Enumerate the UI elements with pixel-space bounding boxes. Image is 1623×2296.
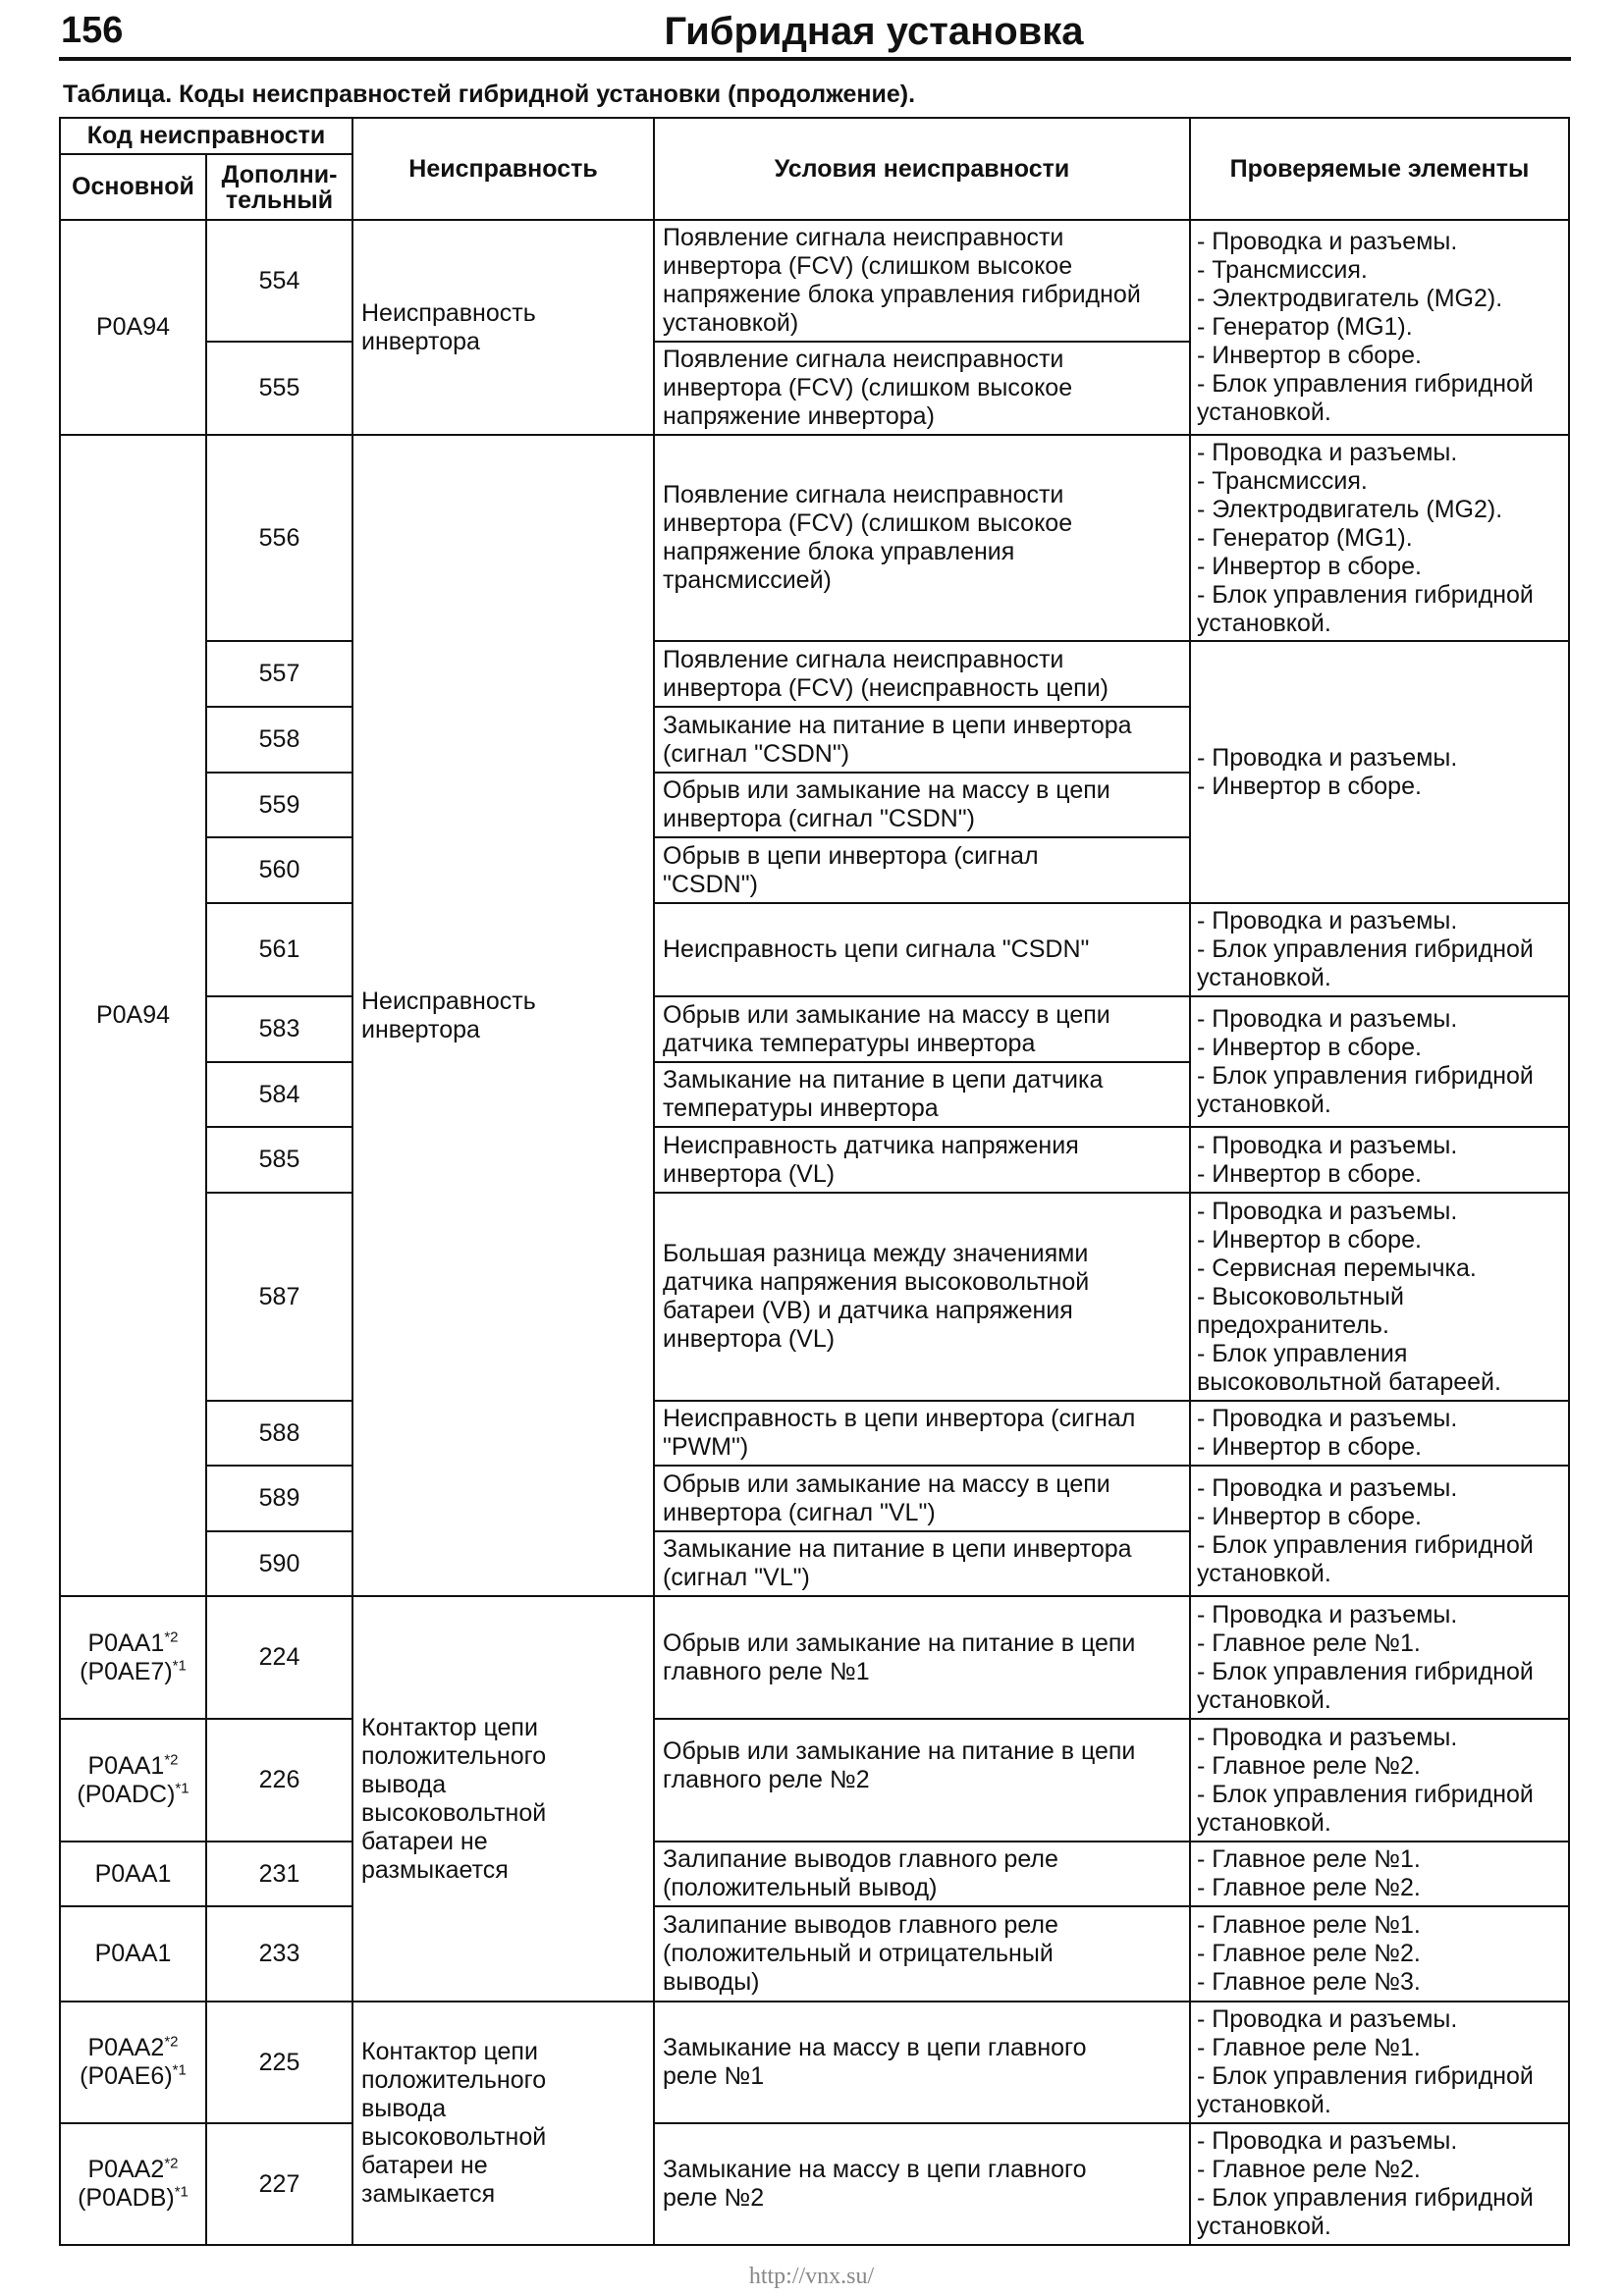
fault-cell: Контактор цепи положительного вывода высоковольтной батареи не размыкается xyxy=(352,1596,654,2002)
main-code: P0A94 xyxy=(95,313,171,341)
table-row xyxy=(60,1842,1569,1906)
table-row xyxy=(60,1127,1569,1193)
alt-code: (P0ADB) xyxy=(78,2184,175,2212)
sub-code-cell: 231 xyxy=(206,1842,352,1906)
main-code-footnote: *2 xyxy=(164,2033,179,2051)
table-row xyxy=(60,641,1569,707)
fault-cell: Неисправность инвертора xyxy=(352,220,654,435)
checks-cell: - Проводка и разъемы. - Трансмиссия. - Электродвигатель (MG2). - Генератор (MG1). - Инвертор в сборе. - Блок управления гибридной установкой. xyxy=(1190,220,1569,435)
table-row xyxy=(60,2002,1569,2123)
main-code: P0AA2 xyxy=(87,2034,165,2061)
condition-cell: Обрыв или замыкание на питание в цепи главного реле №1 xyxy=(654,1596,1190,1719)
main-code-footnote: *2 xyxy=(164,1629,179,1646)
main-code-cell xyxy=(60,2002,206,2123)
conditions-header: Условия неисправности xyxy=(654,118,1190,220)
condition-cell: Появление сигнала неисправности инвертора (FCV) (слишком высокое напряжение блока управления гибридной установкой) xyxy=(654,220,1190,342)
main-code: P0AA1 xyxy=(94,1859,172,1888)
checks-header: Проверяемые элементы xyxy=(1190,118,1569,220)
condition-cell: Появление сигнала неисправности инвертора (FCV) (слишком высокое напряжение инвертора) xyxy=(654,342,1190,435)
fault-cell: Контактор цепи положительного вывода высоковольтной батареи не замыкается xyxy=(352,2002,654,2245)
table-row xyxy=(60,1906,1569,2002)
condition-cell: Замыкание на питание в цепи инвертора (сигнал "CSDN") xyxy=(654,707,1190,773)
condition-cell: Неисправность цепи сигнала "CSDN" xyxy=(654,903,1190,996)
main-code-cell xyxy=(60,1719,206,1842)
condition-cell: Обрыв в цепи инвертора (сигнал "CSDN") xyxy=(654,837,1190,903)
condition-cell: Неисправность в цепи инвертора (сигнал "PWM") xyxy=(654,1401,1190,1466)
sub-code-cell: 561 xyxy=(206,903,352,996)
main-code-footnote: *2 xyxy=(164,1751,179,1769)
main-code-cell xyxy=(60,1842,206,1906)
alt-code-footnote: *1 xyxy=(172,1657,187,1675)
sub-code-cell: 224 xyxy=(206,1596,352,1719)
condition-cell: Обрыв или замыкание на массу в цепи инвертора (сигнал "CSDN") xyxy=(654,773,1190,837)
table-row xyxy=(60,220,1569,342)
table-row xyxy=(60,1596,1569,1719)
table-row xyxy=(60,1401,1569,1466)
condition-cell: Появление сигнала неисправности инвертора (FCV) (неисправность цепи) xyxy=(654,641,1190,707)
sub-code-cell: 557 xyxy=(206,641,352,707)
checks-cell: - Главное реле №1. - Главное реле №2. - Главное реле №3. xyxy=(1190,1906,1569,2002)
main-code-cell xyxy=(60,1596,206,1719)
sub-code-cell: 556 xyxy=(206,435,352,641)
sub-code-cell: 560 xyxy=(206,837,352,903)
table-row xyxy=(60,1193,1569,1401)
sub-code-cell: 226 xyxy=(206,1719,352,1842)
checks-cell: - Проводка и разъемы. - Инвертор в сборе. - Блок управления гибридной установкой. xyxy=(1190,1466,1569,1596)
checks-cell: - Проводка и разъемы. - Инвертор в сборе. xyxy=(1190,641,1569,903)
main-code-cell xyxy=(60,1906,206,2002)
condition-cell: Большая разница между значениями датчика напряжения высоковольтной батареи (VB) и датчика напряжения инвертора (VL) xyxy=(654,1193,1190,1401)
main-code: P0AA2 xyxy=(87,2156,165,2183)
table-row xyxy=(60,435,1569,641)
condition-cell: Появление сигнала неисправности инвертора (FCV) (слишком высокое напряжение блока управления трансмиссией) xyxy=(654,435,1190,641)
table-row xyxy=(60,2123,1569,2245)
main-code: P0AA1 xyxy=(94,1940,172,1967)
condition-cell: Обрыв или замыкание на массу в цепи датчика температуры инвертора xyxy=(654,996,1190,1062)
main-code-footnote: *2 xyxy=(164,2155,179,2172)
condition-cell: Замыкание на питание в цепи датчика температуры инвертора xyxy=(654,1062,1190,1127)
checks-cell: - Главное реле №1. - Главное реле №2. xyxy=(1190,1842,1569,1906)
sub-code-cell: 554 xyxy=(206,220,352,342)
alt-code: (P0ADC) xyxy=(77,1780,176,1808)
checks-cell: - Проводка и разъемы. - Главное реле №2. - Блок управления гибридной установкой. xyxy=(1190,2123,1569,2245)
condition-cell: Обрыв или замыкание на массу в цепи инвертора (сигнал "VL") xyxy=(654,1466,1190,1531)
condition-cell: Замыкание на массу в цепи главного реле №1 xyxy=(654,2002,1190,2123)
checks-cell: - Проводка и разъемы. - Инвертор в сборе. xyxy=(1190,1401,1569,1466)
sub-code-cell: 588 xyxy=(206,1401,352,1466)
checks-cell: - Проводка и разъемы. - Инвертор в сборе. - Сервисная перемычка. - Высоковольтный предохранитель. - Блок управления высоковольтной батареей. xyxy=(1190,1193,1569,1401)
sub-code-cell: 227 xyxy=(206,2123,352,2245)
condition-cell: Замыкание на питание в цепи инвертора (сигнал "VL") xyxy=(654,1531,1190,1596)
alt-code-footnote: *1 xyxy=(174,2183,189,2201)
sub-code-cell: 585 xyxy=(206,1127,352,1193)
main-code: P0AA1 xyxy=(87,1751,165,1780)
sub-code-cell: 225 xyxy=(206,2002,352,2123)
page-title: Гибридная установка xyxy=(664,10,1084,53)
alt-code-footnote: *1 xyxy=(175,1780,189,1797)
sub-code-cell: 558 xyxy=(206,707,352,773)
checks-cell: - Проводка и разъемы. - Главное реле №1. - Блок управления гибридной установкой. xyxy=(1190,2002,1569,2123)
sub-code-cell: 587 xyxy=(206,1193,352,1401)
table-row xyxy=(60,1719,1569,1842)
page-number: 156 xyxy=(61,10,124,51)
sub-code-cell: 233 xyxy=(206,1906,352,2002)
checks-cell: - Проводка и разъемы. - Главное реле №1. - Блок управления гибридной установкой. xyxy=(1190,1596,1569,1719)
alt-code: (P0AE6) xyxy=(80,2062,173,2090)
main-code-cell xyxy=(60,2123,206,2245)
sub-code-cell: 559 xyxy=(206,773,352,837)
fault-header: Неисправность xyxy=(352,118,654,220)
table-row xyxy=(60,1466,1569,1531)
sub-code-cell: 583 xyxy=(206,996,352,1062)
checks-cell: - Проводка и разъемы. - Инвертор в сборе. - Блок управления гибридной установкой. xyxy=(1190,996,1569,1127)
alt-code-footnote: *1 xyxy=(172,2061,187,2079)
sub-code-cell: 555 xyxy=(206,342,352,435)
main-code: P0AA1 xyxy=(87,1629,165,1657)
alt-code: (P0AE7) xyxy=(80,1657,173,1685)
checks-cell: - Проводка и разъемы. - Инвертор в сборе. xyxy=(1190,1127,1569,1193)
main-code-header: Основной xyxy=(60,154,206,220)
condition-cell: Обрыв или замыкание на питание в цепи главного реле №2 xyxy=(654,1719,1190,1842)
table-row xyxy=(60,996,1569,1062)
table-row xyxy=(60,903,1569,996)
condition-cell: Неисправность датчика напряжения инвертора (VL) xyxy=(654,1127,1190,1193)
main-code-cell xyxy=(60,435,206,1596)
main-code: P0A94 xyxy=(95,1001,171,1029)
table-caption: Таблица. Коды неисправностей гибридной установки (продолжение). xyxy=(63,80,916,108)
checks-cell: - Проводка и разъемы. - Блок управления гибридной установкой. xyxy=(1190,903,1569,996)
sub-code-header: Дополни- тельный xyxy=(206,154,352,220)
checks-cell: - Проводка и разъемы. - Главное реле №2. - Блок управления гибридной установкой. xyxy=(1190,1719,1569,1842)
sub-code-cell: 584 xyxy=(206,1062,352,1127)
fault-codes-table xyxy=(59,117,1570,2246)
footer-watermark: http://vnx.su/ xyxy=(748,2264,875,2289)
condition-cell: Залипание выводов главного реле (положительный и отрицательный выводы) xyxy=(654,1906,1190,2002)
code-group-header: Код неисправности xyxy=(60,118,352,154)
fault-cell: Неисправность инвертора xyxy=(352,435,654,1596)
condition-cell: Залипание выводов главного реле (положительный вывод) xyxy=(654,1842,1190,1906)
checks-cell: - Проводка и разъемы. - Трансмиссия. - Электродвигатель (MG2). - Генератор (MG1). - Инвертор в сборе. - Блок управления гибридной установкой. xyxy=(1190,435,1569,641)
main-code-cell xyxy=(60,220,206,435)
sub-code-cell: 589 xyxy=(206,1466,352,1531)
condition-cell: Замыкание на массу в цепи главного реле №2 xyxy=(654,2123,1190,2245)
sub-code-cell: 590 xyxy=(206,1531,352,1596)
page-header xyxy=(59,8,1571,61)
